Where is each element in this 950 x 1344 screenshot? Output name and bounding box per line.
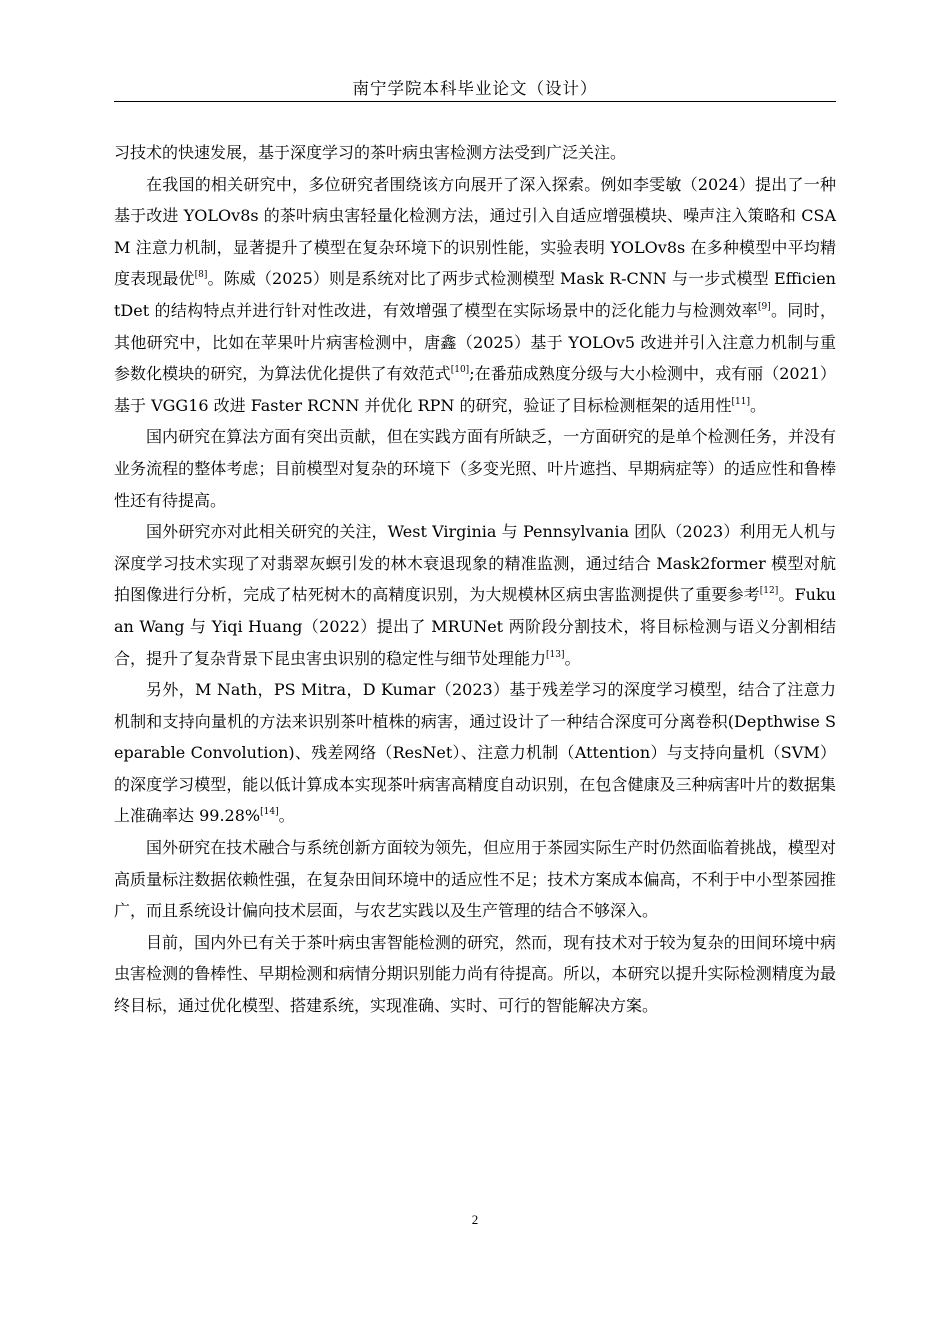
paragraph-4-text-a: 国外研究亦对此相关研究的关注，West Virginia 与 Pennsylvania 团队（2023）利用无人机与深度学习技术实现了对翡翠灰螟引发的林木衰退现象的精准监测，通过结合 Mask2former 模型对航拍图像进行分析，完成了枯死树木的高精度识别，为大规模林区病虫害监测提供了重要参考 [114,522,836,605]
paragraph-5 [114,674,836,832]
page-number: 2 [471,1212,479,1227]
paragraph-2-text-b: 。陈威（2025）则是系统对比了两步式检测模型 Mask R-CNN 与一步式模型 EfficientDet 的结构特点并进行针对性改进，有效增强了模型在实际场景中的泛化能力与检测效率 [114,269,836,320]
paragraph-2-text-d: ;在番茄成熟度分级与大小检测中，戎有丽（2021）基于 VGG16 改进 Faster RCNN 并优化 RPN 的研究，验证了目标检测框架的适用性 [114,364,836,415]
paragraph-2-text-c: 。同时，其他研究中，比如在苹果叶片病害检测中，唐鑫（2025）基于 YOLOv5 改进并引入注意力机制与重参数化模块的研究，为算法优化提供了有效范式 [114,300,836,384]
citation-8: [8] [194,270,208,281]
paragraph-2 [114,169,836,422]
paragraph-4-text-b: 。Fukuan Wang 与 Yiqi Huang（2022）提出了 MRUNet 两阶段分割技术，将目标检测与语义分割相结合，提升了复杂背景下昆虫害虫识别的稳定性与细节处理能力 [114,585,836,668]
citation-10: [10] [450,365,470,376]
paragraph-4 [114,516,836,674]
header-rule [114,101,836,102]
running-header: 南宁学院本科毕业论文（设计） [352,79,598,98]
paragraph-6: 国外研究在技术融合与系统创新方面较为领先，但应用于茶园实际生产时仍然面临着挑战，模型对高质量标注数据依赖性强，在复杂田间环境中的适应性不足；技术方案成本偏高，不利于中小型茶园推广，而且系统设计偏向技术层面，与农艺实践以及生产管理的结合不够深入。 [114,838,836,921]
paragraph-3: 国内研究在算法方面有突出贡献，但在实践方面有所缺乏，一方面研究的是单个检测任务，并没有业务流程的整体考虑；目前模型对复杂的环境下（多变光照、叶片遮挡、早期病症等）的适应性和鲁棒性还有待提高。 [114,427,836,510]
body-text [114,137,836,1022]
paragraph-2-text-a: 在我国的相关研究中，多位研究者围绕该方向展开了深入探索。例如李雯敏（2024）提出了一种基于改进 YOLOv8s 的茶叶病虫害轻量化检测方法，通过引入自适应增强模块、噪声注入策略和 CSAM 注意力机制，显著提升了模型在复杂环境下的识别性能，实验表明 YOLOv8s 在多种模型中平均精度表现最优 [114,174,836,289]
citation-12: [12] [759,586,779,597]
paragraph-5-text-a: 另外，M Nath，PS Mitra，D Kumar（2023）基于残差学习的深度学习模型，结合了注意力机制和支持向量机的方法来识别茶叶植株的病害，通过设计了一种结合深度可分离卷积(Depthwise Separable Convolution)、残差网络（ResNet）、注意力机制（Attention）与支持向量机（SVM）的深度学习模型，能以低计算成本实现茶叶病害高精度自动识别，在包含健康及三种病害叶片的数据集上准确率达 99.28% [114,680,836,826]
citation-14: [14] [260,807,279,818]
paragraph-7: 目前，国内外已有关于茶叶病虫害智能检测的研究，然而，现有技术对于较为复杂的田间环境中病虫害检测的鲁棒性、早期检测和病情分期识别能力尚有待提高。所以，本研究以提升实际检测精度为最终目标，通过优化模型、搭建系统，实现准确、实时、可行的智能解决方案。 [114,932,836,1016]
paragraph-4-text-c: 。 [564,648,581,668]
paragraph-2-text-e: 。 [749,395,766,415]
paragraph-5-text-b: 。 [278,806,295,826]
paragraph-1: 习技术的快速发展，基于深度学习的茶叶病虫害检测方法受到广泛关注。 [114,143,627,162]
citation-11: [11] [731,396,750,407]
citation-13: [13] [546,649,565,660]
citation-9: [9] [758,301,771,312]
